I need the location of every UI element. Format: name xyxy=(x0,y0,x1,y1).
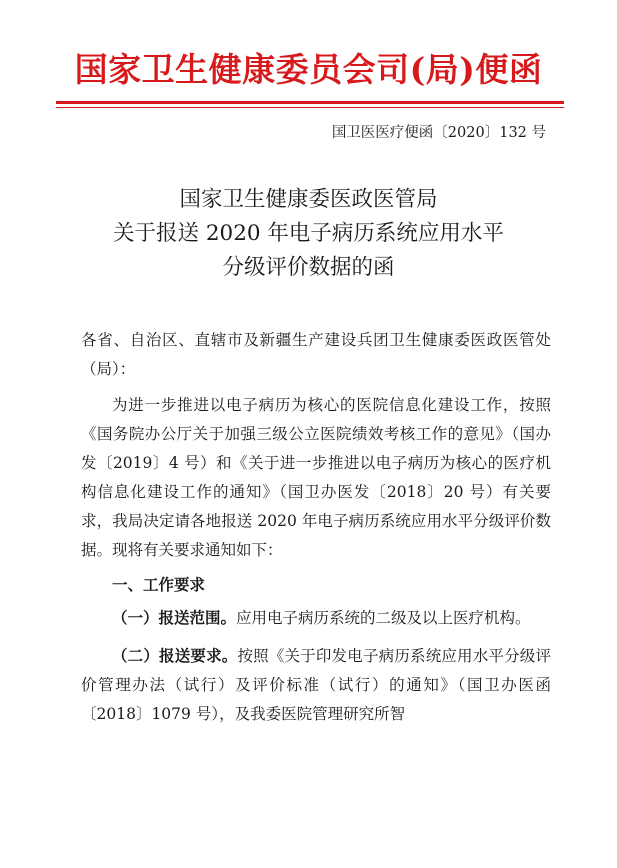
header-rule-thin xyxy=(56,107,564,108)
requirement-item-submission xyxy=(81,641,551,729)
addressee-line: 各省、自治区、直辖市及新疆生产建设兵团卫生健康委医政医管处（局）： xyxy=(81,331,551,378)
header-rule-thick xyxy=(56,101,564,104)
title-line-3: 分级评价数据的函 xyxy=(222,255,395,280)
document-title xyxy=(0,183,617,285)
intro-paragraph: 为进一步推进以电子病历为核心的医院信息化建设工作，按照《国务院办公厅关于加强三级公立医院绩效考核工作的意见》（国办发〔2019〕4 号）和《关于进一步推进以电子病历为核心的医疗机构信息化建设工作的通知》（国卫办医发〔2018〕20 号）有关要求，我局决定请各地报送 2020 年电子病历系统应用水平分级评价数据。现将有关要求通知如下： xyxy=(81,396,551,559)
item-label-submission: （二）报送要求。 xyxy=(112,646,238,665)
requirement-item-scope xyxy=(81,603,551,633)
section-heading-work-requirements: 一、工作要求 xyxy=(112,575,206,594)
title-line-2: 关于报送 2020 年电子病历系统应用水平 xyxy=(113,221,504,246)
item-label-scope: （一）报送范围。 xyxy=(112,608,237,627)
issuing-authority-header: 国家卫生健康委员会司(局)便函 xyxy=(74,50,543,89)
item-text-scope: 应用电子病历系统的二级及以上医疗机构。 xyxy=(236,609,531,627)
item-text-submission: 按照《关于印发电子病历系统应用水平分级评价管理办法（试行）及评价标准（试行）的通知》（国卫办医函〔2018〕1079 号），及我委医院管理研究所智 xyxy=(81,647,551,723)
title-line-1: 国家卫生健康委医政医管局 xyxy=(179,187,438,212)
document-number: 国卫医医疗便函〔2020〕132 号 xyxy=(331,125,546,141)
document-body xyxy=(81,326,551,729)
